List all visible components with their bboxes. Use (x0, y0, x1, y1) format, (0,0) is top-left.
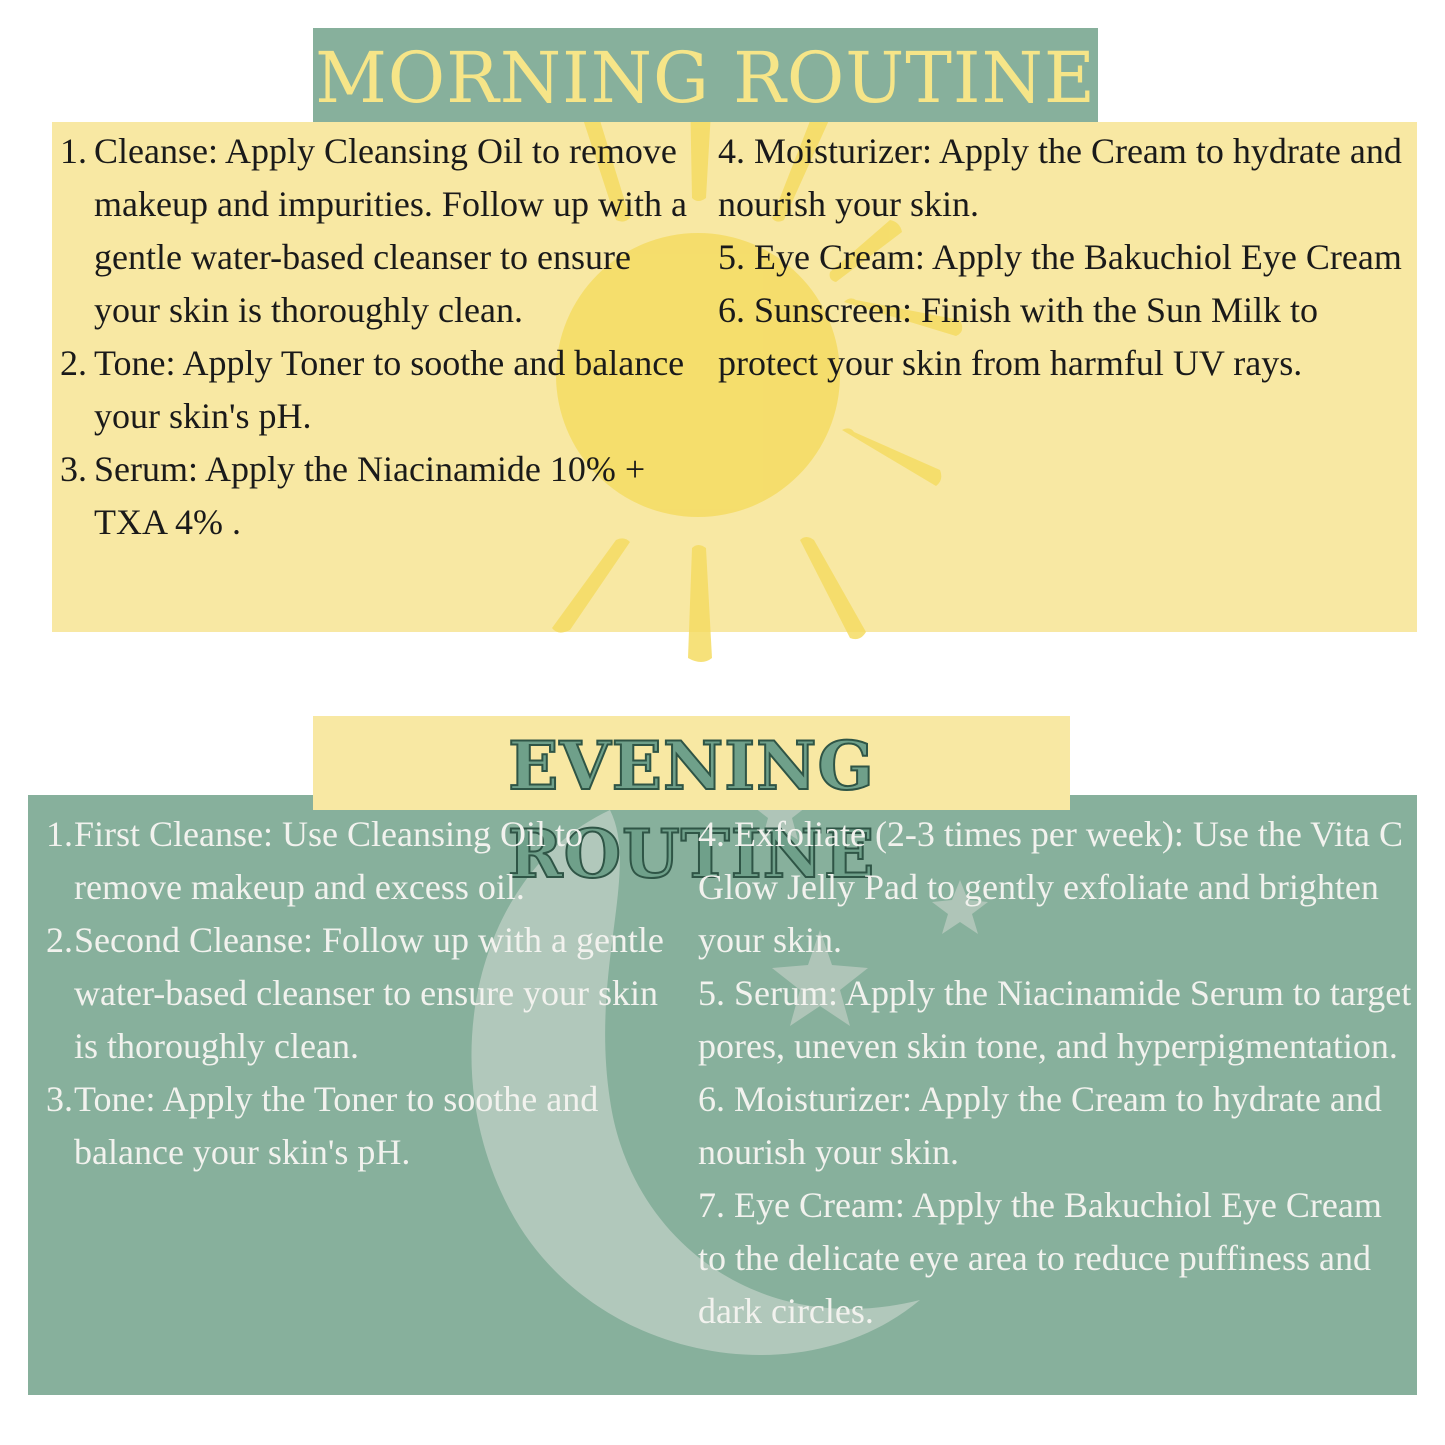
evening-step-6: 6. Moisturizer: Apply the Cream to hydrate and nourish your skin. (698, 1079, 1382, 1172)
evening-left-column (46, 808, 686, 1179)
step-text: Tone: Apply the Toner to soothe and balance your skin's pH. (74, 1079, 599, 1172)
morning-left-column (60, 125, 690, 549)
evening-step-2 (46, 914, 686, 1073)
morning-title-banner (313, 28, 1098, 122)
step-number: 2. (46, 920, 73, 960)
evening-step-3 (46, 1073, 686, 1179)
step-number: 1. (46, 814, 73, 854)
step-number: 3. (46, 1079, 73, 1119)
evening-right-column (698, 808, 1418, 1338)
evening-title-banner (313, 716, 1070, 893)
step-text: First Cleanse: Use Cleansing Oil to remove makeup and excess oil. (74, 814, 583, 907)
morning-step-5: 5. Eye Cream: Apply the Bakuchiol Eye Cream (718, 237, 1402, 277)
step-number: 1. (60, 131, 87, 171)
morning-step-1 (60, 125, 690, 337)
step-number: 2. (60, 343, 87, 383)
evening-step-4: 4. Exfoliate (2-3 times per week): Use the Vita C Glow Jelly Pad to gently exfoliate and brighten your skin. (698, 814, 1403, 960)
evening-title: EVENING ROUTINE (507, 727, 876, 893)
morning-step-4: 4. Moisturizer: Apply the Cream to hydrate and nourish your skin. (718, 131, 1402, 224)
step-number: 3. (60, 449, 87, 489)
step-text: Cleanse: Apply Cleansing Oil to remove makeup and impurities. Follow up with a gentle water-based cleanser to ensure your skin is thoroughly clean. (94, 131, 687, 330)
step-text: Serum: Apply the Niacinamide 10% + TXA 4% . (94, 449, 646, 542)
morning-title: MORNING ROUTINE (315, 37, 1096, 119)
step-text: Second Cleanse: Follow up with a gentle water-based cleanser to ensure your skin is thoroughly clean. (74, 920, 664, 1066)
morning-step-2 (60, 337, 690, 443)
step-text: Tone: Apply Toner to soothe and balance your skin's pH. (94, 343, 685, 436)
morning-right-column (718, 125, 1418, 390)
morning-step-6: 6. Sunscreen: Finish with the Sun Milk to protect your skin from harmful UV rays. (718, 290, 1319, 383)
morning-step-3 (60, 443, 690, 549)
evening-step-1 (46, 808, 686, 914)
evening-step-5: 5. Serum: Apply the Niacinamide Serum to target pores, uneven skin tone, and hyperpigmentation. (698, 973, 1412, 1066)
evening-step-7: 7. Eye Cream: Apply the Bakuchiol Eye Cream to the delicate eye area to reduce puffiness and dark circles. (698, 1185, 1382, 1331)
